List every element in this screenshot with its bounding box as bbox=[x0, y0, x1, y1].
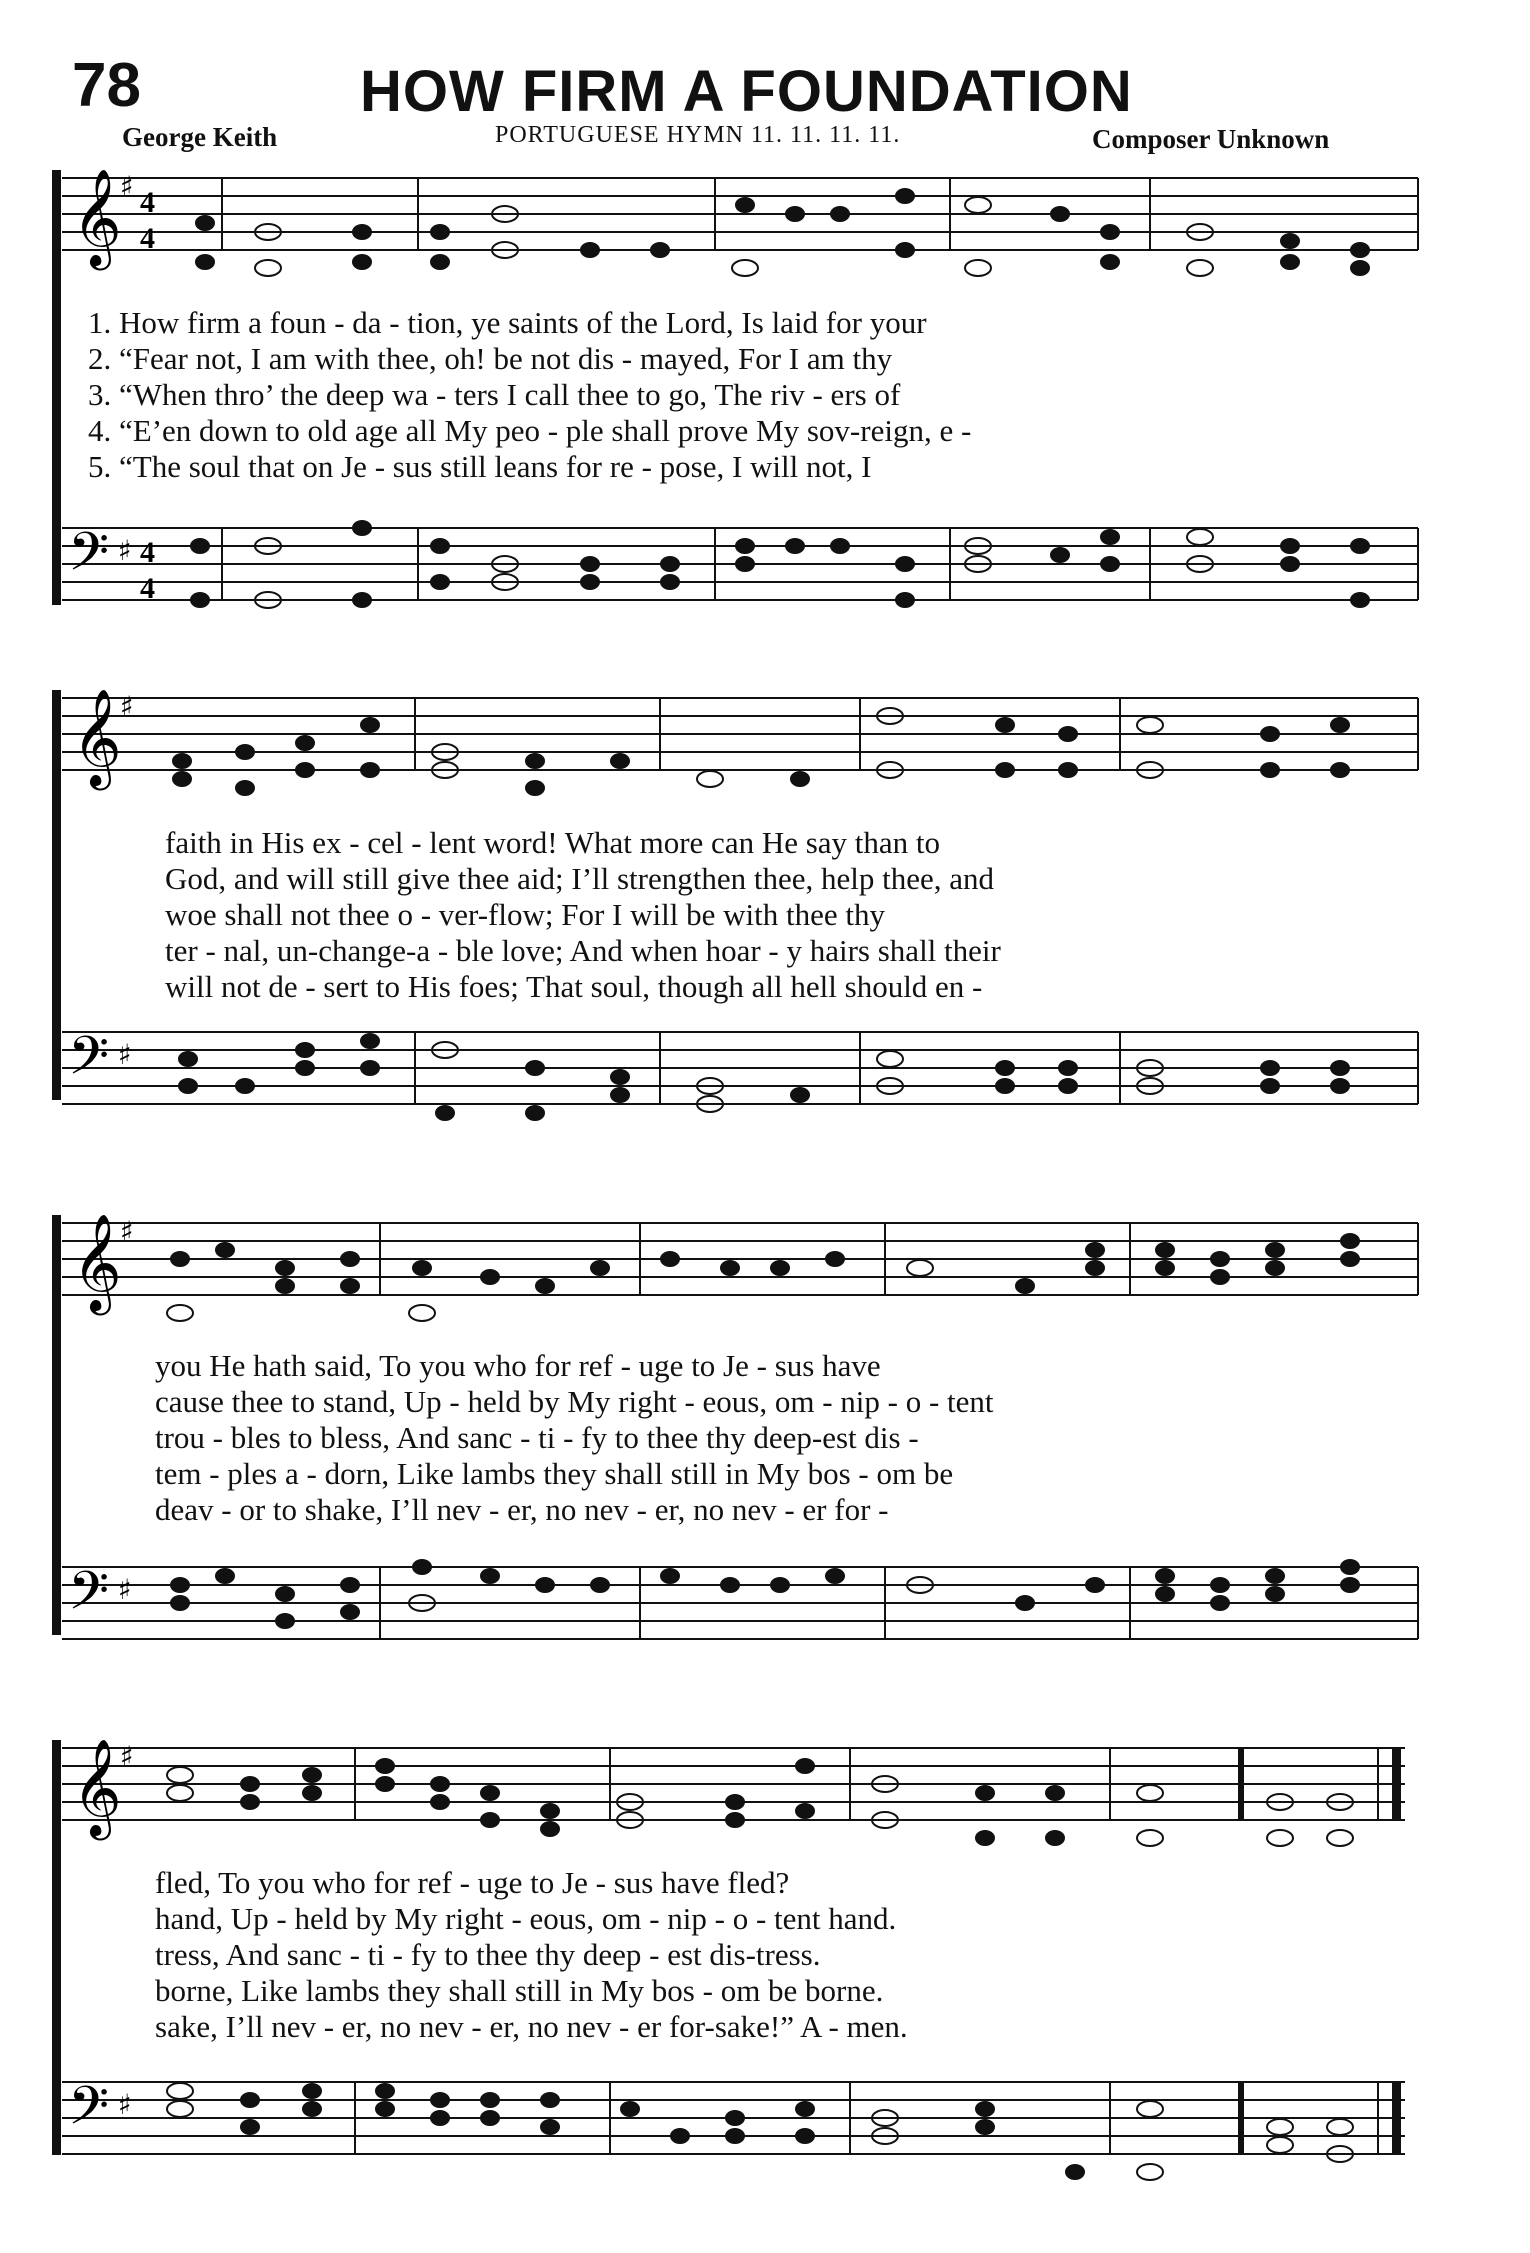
tune-meter: PORTUGUESE HYMN 11. 11. 11. 11. bbox=[495, 122, 901, 148]
hymn-title: HOW FIRM A FOUNDATION bbox=[360, 59, 1133, 124]
lyric-line: 2. “Fear not, I am with thee, oh! be not dis - mayed, For I am thy bbox=[88, 341, 893, 376]
lyric-line: tem - ples a - dorn, Like lambs they shall still in My bos - om be bbox=[155, 1456, 954, 1491]
lyric-line: 3. “When thro’ the deep wa - ters I call thee to go, The riv - ers of bbox=[88, 377, 901, 412]
svg-text:♯: ♯ bbox=[120, 1740, 134, 1773]
svg-text:𝄞: 𝄞 bbox=[72, 688, 122, 786]
lyric-line: God, and will still give thee aid; I’ll strengthen thee, help thee, and bbox=[165, 861, 995, 896]
lyric-line: sake, I’ll nev - er, no nev - er, no nev - er for-sake!” A - men. bbox=[155, 2009, 908, 2044]
lyric-line: hand, Up - held by My right - eous, om - nip - o - tent hand. bbox=[155, 1901, 897, 1936]
svg-text:𝄢: 𝄢 bbox=[68, 1026, 110, 1100]
lyric-line: ter - nal, un-change-a - ble love; And when hoar - y hairs shall their bbox=[165, 933, 1001, 968]
lyric-line: fled, To you who for ref - uge to Je - sus have fled? bbox=[155, 1865, 790, 1900]
lyric-line: woe shall not thee o - ver-flow; For I will be with thee thy bbox=[165, 897, 885, 932]
svg-text:𝄢: 𝄢 bbox=[68, 2076, 110, 2150]
svg-text:♯: ♯ bbox=[120, 170, 134, 203]
lyric-line: trou - bles to bless, And sanc - ti - fy to thee thy deep-est dis - bbox=[155, 1420, 919, 1455]
lyric-line: 1. How firm a foun - da - tion, ye saints of the Lord, Is laid for your bbox=[88, 305, 927, 340]
author-credit: George Keith bbox=[122, 122, 278, 152]
page-number: 78 bbox=[72, 51, 141, 120]
bass-clef-icon: 𝄢 bbox=[68, 522, 110, 596]
lyric-line: will not de - sert to His foes; That soul, though all hell should en - bbox=[165, 969, 983, 1004]
svg-text:♯: ♯ bbox=[118, 1573, 132, 1606]
lyric-line: cause thee to stand, Up - held by My right - eous, om - nip - o - tent bbox=[155, 1384, 994, 1419]
svg-text:𝄞: 𝄞 bbox=[72, 1738, 122, 1836]
time-sig-top: 4 bbox=[140, 186, 155, 219]
lyric-line: borne, Like lambs they shall still in My bos - om be borne. bbox=[155, 1973, 884, 2008]
svg-text:♯: ♯ bbox=[120, 690, 134, 723]
svg-text:♯: ♯ bbox=[118, 534, 132, 567]
svg-text:♯: ♯ bbox=[118, 2088, 132, 2121]
svg-text:𝄞: 𝄞 bbox=[72, 1213, 122, 1311]
svg-text:4: 4 bbox=[140, 572, 155, 605]
svg-text:𝄢: 𝄢 bbox=[68, 1561, 110, 1635]
lyric-line: tress, And sanc - ti - fy to thee thy deep - est dis-tress. bbox=[155, 1937, 821, 1972]
svg-text:4: 4 bbox=[140, 536, 155, 569]
lyric-line: you He hath said, To you who for ref - uge to Je - sus have bbox=[155, 1348, 881, 1383]
lyric-line: deav - or to shake, I’ll nev - er, no nev - er, no nev - er for - bbox=[155, 1492, 889, 1527]
treble-clef-icon: 𝄞 bbox=[72, 168, 122, 266]
lyric-line: 5. “The soul that on Je - sus still leans for re - pose, I will not, I bbox=[88, 449, 872, 484]
lyric-line: faith in His ex - cel - lent word! What more can He say than to bbox=[165, 825, 941, 860]
svg-text:♯: ♯ bbox=[118, 1038, 132, 1071]
time-sig-bottom: 4 bbox=[140, 222, 155, 255]
lyric-line: 4. “E’en down to old age all My peo - ple shall prove My sov-reign, e - bbox=[88, 413, 972, 448]
composer-credit: Composer Unknown bbox=[1092, 124, 1330, 154]
svg-text:♯: ♯ bbox=[120, 1215, 134, 1248]
